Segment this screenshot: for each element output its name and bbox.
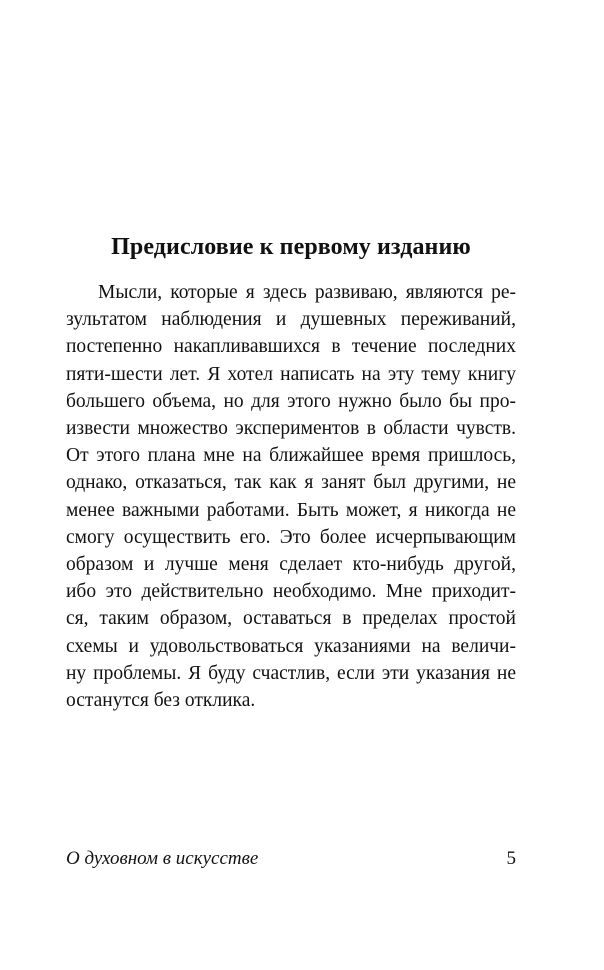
paragraph-line: Мысли, которые я здесь развиваю, являются ре-: [98, 282, 516, 303]
paragraph-line: схемы и удовольствоваться указаниями на величи-: [66, 635, 516, 657]
paragraph-line: останутся без отклика.: [66, 690, 256, 712]
page-footer: [66, 845, 516, 873]
running-footer-title: О духовном в искусстве: [66, 848, 259, 869]
paragraph-line: однако, отказаться, так как я занят был другими, не: [66, 472, 516, 494]
paragraph-line: большего объема, но для этого нужно было бы про-: [66, 390, 516, 412]
page-number: 5: [506, 848, 516, 869]
paragraph-line: смогу осуществить его. Это более исчерпывающим: [66, 526, 516, 548]
paragraph-line: менее важными работами. Быть может, я никогда не: [66, 499, 516, 521]
paragraph-line: образом и лучше меня сделает кто-нибудь другой,: [66, 554, 516, 576]
paragraph-line: ну проблемы. Я буду счастлив, если эти указания не: [66, 662, 516, 684]
paragraph-line: извести множество экспериментов в области чувств.: [66, 418, 516, 440]
paragraph-line: пяти-шести лет. Я хотел написать на эту тему книгу: [66, 363, 516, 385]
paragraph-line: ся, таким образом, оставаться в пределах простой: [66, 608, 516, 630]
paragraph-line: зультатом наблюдения и душевных переживаний,: [66, 309, 516, 331]
paragraph-line: постепенно накапливавшихся в течение последних: [66, 336, 516, 358]
body-paragraph: [66, 279, 516, 714]
paragraph-line: От этого плана мне на ближайшее время пришлось,: [66, 445, 516, 467]
paragraph-line: ибо это действительно необходимо. Мне приходит-: [66, 581, 516, 603]
page-heading: Предисловие к первому изданию: [111, 234, 471, 260]
